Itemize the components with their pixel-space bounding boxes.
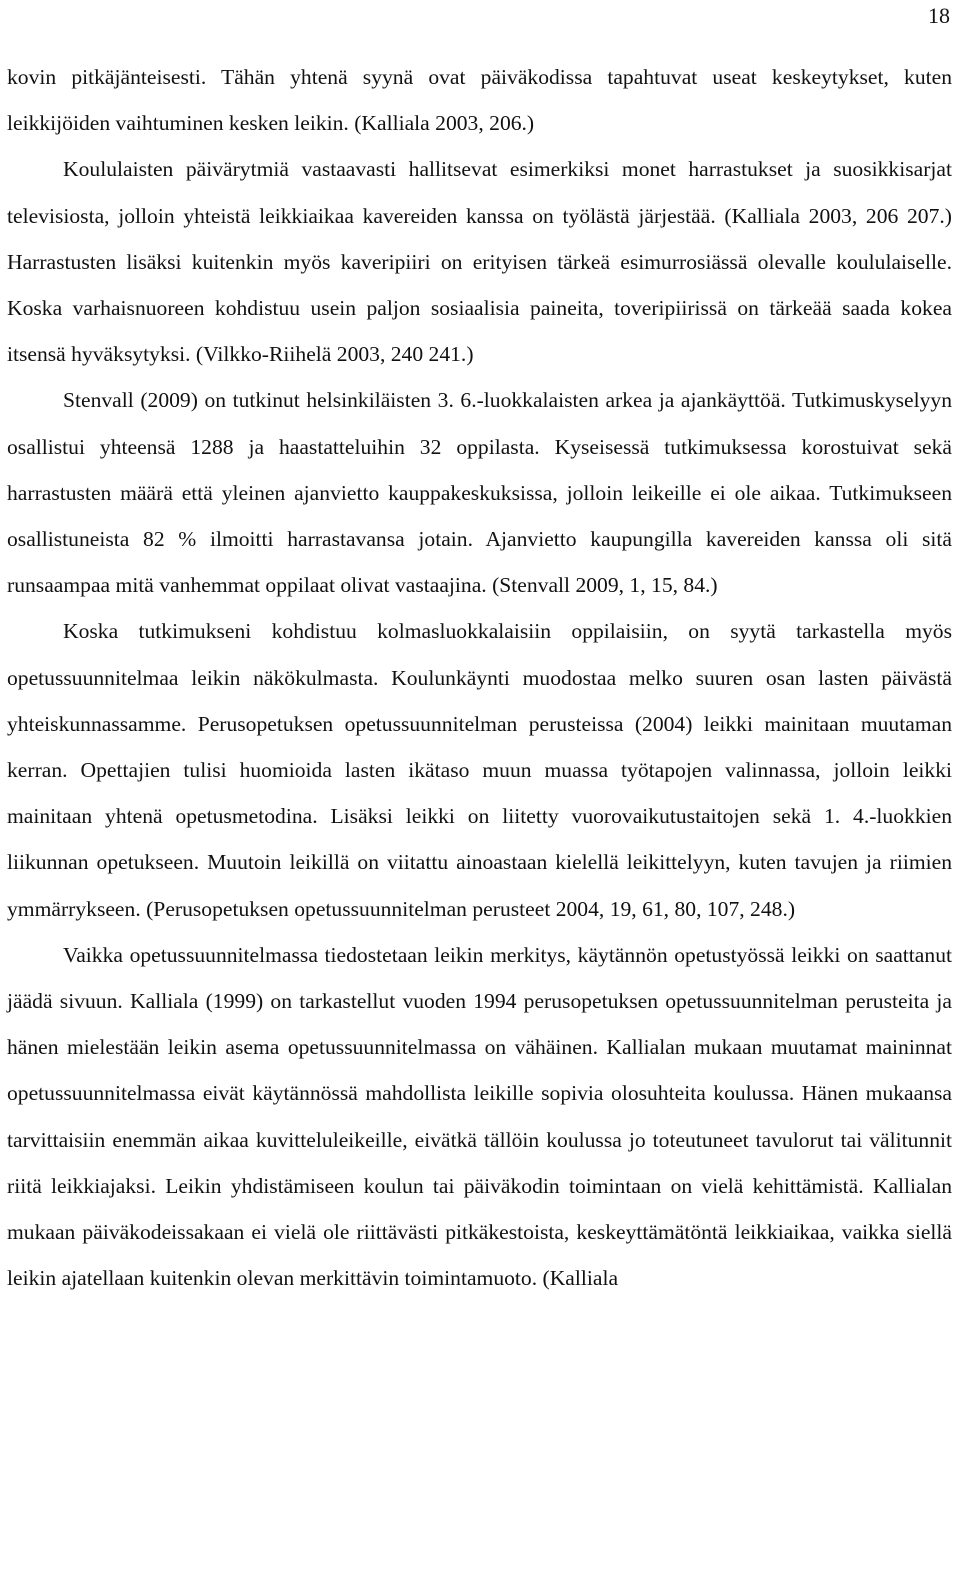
body-text [7, 54, 952, 1301]
paragraph: Vaikka opetussuunnitelmassa tiedostetaan leikin merkitys, käytännön opetustyössä leikki on saattanut jäädä sivuun. Kalliala (1999) on tarkastellut vuoden 1994 perusopetuksen opetussuunnitelman perusteita ja hänen mielestään leikin asema opetussuunnitelmassa on vähäinen. Kallialan mukaan muutamat maininnat opetussuunnitelmassa eivät käytännössä mahdollista leikille sopivia olosuhteita koulussa. Hänen mukaansa tarvittaisiin enemmän aikaa kuvitteluleikeille, eivätkä tällöin koulussa jo toteutuneet tavulorut tai välitunnit riitä leikkiajaksi. Leikin yhdistämiseen koulun tai päiväkodin toimintaan on vielä kehittämistä. Kallialan mukaan päiväkodeissakaan ei vielä ole riittävästi pitkäkestoista, keskeyttämätöntä leikkiaikaa, vaikka siellä leikin ajatellaan kuitenkin olevan merkittävin toimintamuoto. (Kalliala [7, 942, 952, 1291]
paragraph: Stenvall (2009) on tutkinut helsinkiläisten 3. 6.-luokkalaisten arkea ja ajankäyttöä. Tutkimuskyselyyn osallistui yhteensä 1288 ja haastatteluihin 32 oppilasta. Kyseisessä tutkimuksessa korostuivat sekä harrastusten määrä että yleinen ajanvietto kauppakeskuksissa, jolloin leikeille ei ole aikaa. Tutkimukseen osallistuneista 82 % ilmoitti harrastavansa jotain. Ajanvietto kaupungilla kavereiden kanssa oli sitä runsaampaa mitä vanhemmat oppilaat olivat vastaajina. (Stenvall 2009, 1, 15, 84.) [7, 388, 952, 598]
paragraph: Koska tutkimukseni kohdistuu kolmasluokkalaisiin oppilaisiin, on syytä tarkastella myös opetussuunnitelmaa leikin näkökulmasta. Koulunkäynti muodostaa melko suuren osan lasten päivästä yhteiskunnassamme. Perusopetuksen opetussuunnitelman perusteissa (2004) leikki mainitaan muutaman kerran. Opettajien tulisi huomioida lasten ikätaso muun muassa työtapojen valinnassa, jolloin leikki mainitaan yhtenä opetusmetodina. Lisäksi leikki on liitetty vuorovaikutustaitojen sekä 1. 4.-luokkien liikunnan opetukseen. Muutoin leikillä on viitattu ainoastaan kielellä leikittelyyn, kuten tavujen ja riimien ymmärrykseen. (Perusopetuksen opetussuunnitelman perusteet 2004, 19, 61, 80, 107, 248.) [7, 619, 952, 921]
paragraph-continued: kovin pitkäjänteisesti. Tähän yhtenä syynä ovat päiväkodissa tapahtuvat useat keskeytykset, kuten leikkijöiden vaihtuminen kesken leikin. (Kalliala 2003, 206.) [7, 65, 952, 136]
page-number: 18 [928, 3, 950, 28]
paragraph: Koululaisten päivärytmiä vastaavasti hallitsevat esimerkiksi monet harrastukset ja suosikkisarjat televisiosta, jolloin yhteistä leikkiaikaa kavereiden kanssa on työlästä järjestää. (Kalliala 2003, 206 207.) Harrastusten lisäksi kuitenkin myös kaveripiiri on erityisen tärkeä esimurrosiässä olevalle koululaiselle. Koska varhaisnuoreen kohdistuu usein paljon sosiaalisia paineita, toveripiirissä on tärkeää saada kokea itsensä hyväksytyksi. (Vilkko-Riihelä 2003, 240 241.) [7, 157, 952, 367]
